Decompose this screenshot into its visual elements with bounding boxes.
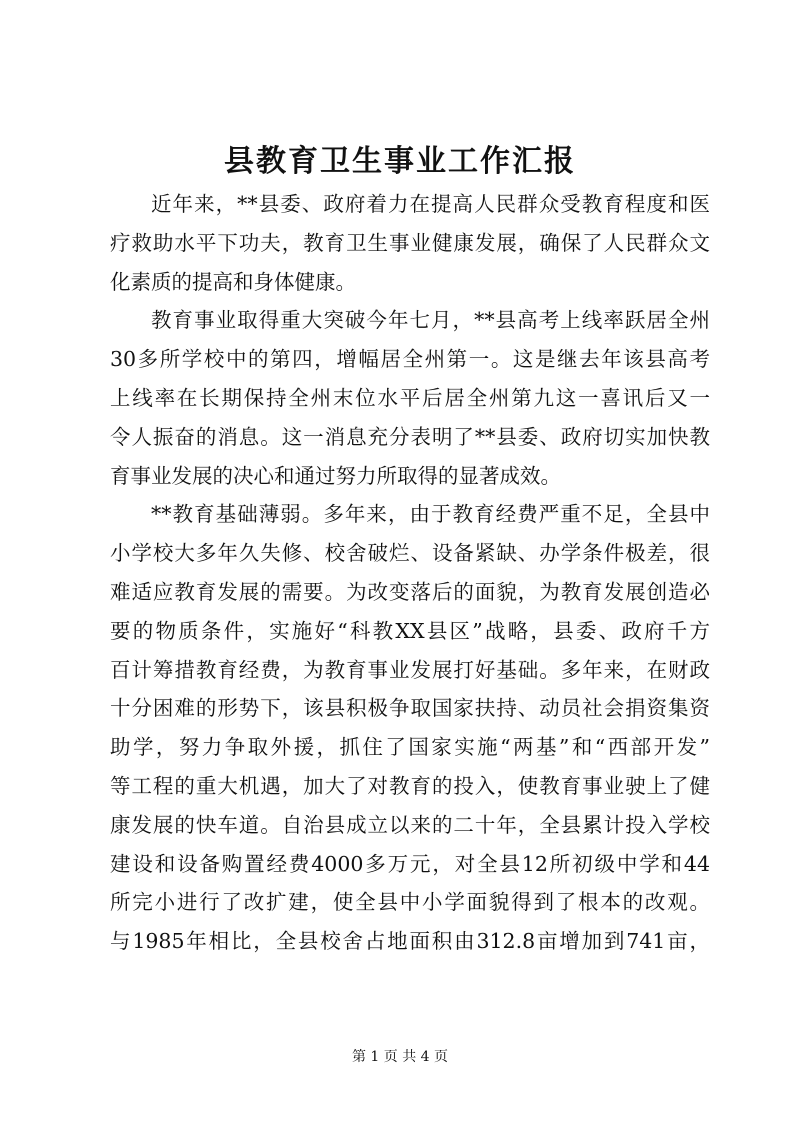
body-line: 所完小进行了改扩建，使全县中小学面貌得到了根本的改观。: [110, 890, 710, 915]
body-line: 化素质的提高和身体健康。: [110, 269, 356, 294]
body-line: 上线率在长期保持全州末位水平后居全州第九这一喜讯后又一: [110, 385, 710, 410]
body-line: 教育事业取得重大突破今年七月，**县高考上线率跃居全州: [151, 308, 710, 333]
body-line: 难适应教育发展的需要。为改变落后的面貌，为教育发展创造必: [110, 579, 710, 604]
body-line: **教育基础薄弱。多年来，由于教育经费严重不足，全县中: [151, 502, 710, 527]
body-line: 令人振奋的消息。这一消息充分表明了**县委、政府切实加快教: [110, 424, 710, 449]
document-title: 县教育卫生事业工作汇报: [224, 144, 576, 179]
body-line: 等工程的重大机遇，加大了对教育的投入，使教育事业驶上了健: [110, 773, 710, 798]
body-line: 育事业发展的决心和通过努力所取得的显著成效。: [110, 463, 561, 488]
body-line: 十分困难的形势下，该县积极争取国家扶持、动员社会捐资集资: [110, 696, 710, 721]
body-line: 康发展的快车道。自治县成立以来的二十年，全县累计投入学校: [110, 812, 710, 837]
body-line: 疗救助水平下功夫，教育卫生事业健康发展，确保了人民群众文: [110, 230, 710, 255]
page-number-footer: 第 1 页 共 4 页: [351, 1049, 449, 1065]
body-line: 与1985年相比，全县校舍占地面积由312.8亩增加到741亩，: [110, 929, 710, 954]
body-line: 百计筹措教育经费，为教育事业发展打好基础。多年来，在财政: [110, 657, 710, 682]
document-body: [110, 185, 710, 961]
body-line: 30多所学校中的第四，增幅居全州第一。这是继去年该县高考: [110, 347, 710, 372]
body-line: 近年来，**县委、政府着力在提高人民群众受教育程度和医: [151, 192, 710, 216]
body-line: 要的物质条件，实施好“科教XX县区”战略，县委、政府千方: [110, 618, 710, 643]
body-line: 助学，努力争取外援，抓住了国家实施“两基”和“西部开发”: [110, 735, 710, 760]
body-line: 小学校大多年久失修、校舍破烂、设备紧缺、办学条件极差，很: [110, 541, 710, 566]
body-line: 建设和设备购置经费4000多万元，对全县12所初级中学和44: [110, 851, 710, 876]
